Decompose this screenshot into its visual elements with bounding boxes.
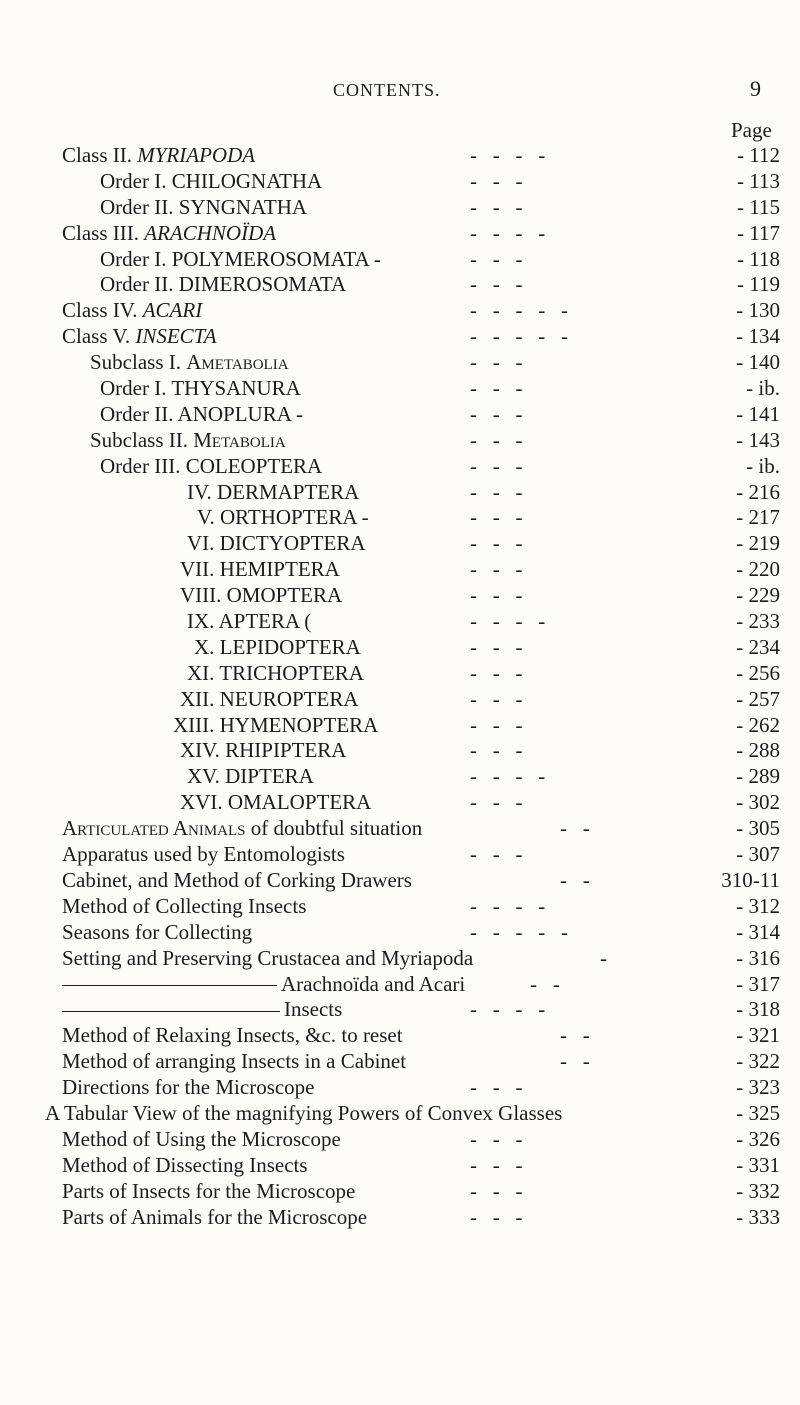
leader-dashes: - - -: [470, 557, 523, 582]
leader-dashes: - - -: [470, 712, 523, 737]
toc-entry-page: - 322: [736, 1049, 780, 1074]
toc-entry-text: IX. APTERA (: [187, 609, 312, 634]
toc-entry-page: - 256: [736, 660, 780, 685]
toc-entry: [0, 868, 800, 894]
toc-entry-title: [180, 738, 346, 764]
toc-entry-page: - 115: [737, 194, 780, 219]
leader-dashes: - - -: [470, 634, 523, 659]
toc-entry-title: [187, 531, 366, 557]
toc-entry-text: XVI. OMALOPTERA: [180, 790, 372, 815]
leader-dashes: - - -: [470, 453, 523, 478]
toc-entry: [0, 350, 800, 376]
leader-dashes: - - -: [470, 350, 523, 375]
leader-dashes: - - -: [470, 401, 523, 426]
toc-entry: [0, 247, 800, 273]
toc-entry-page: - 288: [736, 738, 780, 763]
toc-entry-title: [62, 946, 473, 972]
toc-entry-text: Order II. ANOPLURA -: [100, 401, 303, 426]
toc-entry: [0, 609, 800, 635]
toc-entry-text: Class II.: [62, 143, 138, 167]
toc-entry-title: [62, 894, 306, 920]
toc-entry-page: - 305: [736, 816, 780, 841]
toc-entry-page: - 220: [736, 557, 780, 582]
leader-dashes: - -: [560, 1023, 590, 1048]
toc-entry-title: [90, 428, 286, 454]
toc-entry-text: MYRIAPODA: [137, 143, 256, 167]
toc-entry-title: [100, 454, 322, 480]
toc-entry-page: - 233: [736, 609, 780, 634]
toc-entry: [0, 738, 800, 764]
toc-entry-page: - ib.: [746, 453, 780, 478]
leader-dashes: - - - - -: [470, 919, 568, 944]
toc-entry: [0, 505, 800, 531]
leader-dashes: - -: [530, 971, 560, 996]
toc-entry-text: Order I. THYSANURA: [100, 376, 301, 401]
toc-entry-text: XV. DIPTERA: [187, 764, 314, 789]
toc-entry: [0, 661, 800, 687]
toc-entry: [0, 376, 800, 402]
toc-entry: [0, 635, 800, 661]
toc-entry: [0, 920, 800, 946]
toc-entry-text: XIV. RHIPIPTERA: [180, 738, 347, 763]
toc-entry: [0, 764, 800, 790]
toc-entry-text: Insects: [284, 997, 343, 1022]
toc-entry-title: [62, 920, 252, 946]
leader-dashes: - - -: [470, 1075, 523, 1100]
toc-entry: [0, 946, 800, 972]
toc-entry-title: [187, 609, 311, 635]
toc-entry: [0, 997, 800, 1023]
page-header: [0, 76, 800, 110]
toc-entry-text: Seasons for Collecting: [62, 919, 253, 944]
toc-entry-page: - ib.: [746, 376, 780, 401]
toc-entry-page: - 117: [737, 220, 780, 245]
leader-dashes: - - -: [470, 376, 523, 401]
toc-entry: [0, 169, 800, 195]
toc-entry: [0, 195, 800, 221]
toc-entry: [0, 842, 800, 868]
toc-entry: [0, 324, 800, 350]
toc-entry-page: - 302: [736, 790, 780, 815]
leader-dashes: - - - -: [470, 143, 546, 167]
toc-entry-title: [62, 972, 465, 998]
toc-entry: [0, 454, 800, 480]
leader-dashes: - - - -: [470, 893, 546, 918]
toc-entry: [0, 531, 800, 557]
toc-entry: [0, 1205, 800, 1231]
ditto-rule: [62, 985, 277, 986]
leader-dashes: - - - -: [470, 609, 546, 634]
toc-entry-page: - 216: [736, 479, 780, 504]
toc-entry-title: [100, 247, 381, 273]
leader-dashes: - - -: [470, 686, 523, 711]
toc-entry: [0, 713, 800, 739]
toc-entry-title: [180, 583, 342, 609]
toc-entry-text: Order II. DIMEROSOMATA: [100, 272, 347, 297]
toc-entry: [0, 1153, 800, 1179]
toc-entry-page: - 130: [736, 298, 780, 323]
toc-entry-text: A Tabular View of the magnifying Powers of Convex Glasses: [45, 1100, 563, 1125]
toc-entry-title: [100, 402, 303, 428]
toc-entry-title: [194, 635, 361, 661]
toc-entry-title: [100, 376, 301, 402]
leader-dashes: - - -: [470, 272, 523, 297]
toc-entry: [0, 143, 800, 169]
leader-dashes: - - - -: [470, 997, 546, 1022]
toc-entry-text: X. LEPIDOPTERA: [194, 634, 361, 659]
toc-entry-title: [62, 143, 255, 169]
toc-entry-text: Order I. POLYMEROSOMATA -: [100, 246, 381, 271]
toc-entry-text: Directions for the Microscope: [62, 1075, 315, 1100]
leader-dashes: - - -: [470, 531, 523, 556]
toc-entry-title: [62, 1205, 367, 1231]
toc-entry-page: - 333: [736, 1204, 780, 1229]
leader-dashes: - - -: [470, 505, 523, 530]
toc-entry-text: Order II. SYNGNATHA: [100, 194, 308, 219]
toc-entry-title: [90, 350, 289, 376]
toc-entry-text: VI. DICTYOPTERA: [187, 531, 366, 556]
leader-dashes: - - - - -: [470, 324, 568, 349]
leader-dashes: - - -: [470, 246, 523, 271]
ditto-rule: [62, 1011, 280, 1012]
leader-dashes: - - -: [470, 738, 523, 763]
leader-dashes: - - -: [470, 1178, 523, 1203]
toc-entry-page: - 229: [736, 583, 780, 608]
toc-entry: [0, 1127, 800, 1153]
toc-entry-title: [180, 790, 371, 816]
leader-dashes: -: [600, 945, 607, 970]
toc-entry-page: - 325: [736, 1100, 780, 1125]
toc-entry-page: - 317: [736, 971, 780, 996]
toc-entry-text: Parts of Animals for the Microscope: [62, 1204, 368, 1229]
toc-entry: [0, 687, 800, 713]
leader-dashes: - - -: [470, 194, 523, 219]
toc-entry: [0, 1023, 800, 1049]
page-column-label: Page: [731, 118, 772, 142]
toc-entry-title: [100, 272, 346, 298]
toc-entry: [0, 816, 800, 842]
leader-dashes: - - -: [470, 790, 523, 815]
toc-entry-page: - 112: [737, 143, 780, 167]
toc-entry-page: - 134: [736, 324, 780, 349]
toc-entry-text: Setting and Preserving Crustacea and Myriapoda: [62, 945, 474, 970]
toc-entry-page: - 323: [736, 1075, 780, 1100]
toc-entry-page: - 143: [736, 427, 780, 452]
leader-dashes: - -: [560, 1049, 590, 1074]
toc-entry-text: Metabolia: [193, 427, 286, 452]
toc-entry-text: XIII. HYMENOPTERA: [173, 712, 379, 737]
toc-entry-title: [62, 1153, 308, 1179]
toc-entry: [0, 402, 800, 428]
toc-entry: [0, 1049, 800, 1075]
toc-entry-text: Arachnoïda and Acari: [281, 971, 466, 996]
toc-entry-title: [62, 221, 276, 247]
toc-entry-text: Parts of Insects for the Microscope: [62, 1178, 356, 1203]
toc-entry-page: - 257: [736, 686, 780, 711]
toc-entry-page: - 217: [736, 505, 780, 530]
toc-entry: [0, 1101, 800, 1127]
leader-dashes: - - -: [470, 1204, 523, 1229]
toc-entry-title: [197, 505, 369, 531]
toc-entry: [0, 221, 800, 247]
table-of-contents: [0, 143, 800, 1230]
toc-entry: [0, 1075, 800, 1101]
toc-entry-page: - 113: [737, 168, 780, 193]
toc-entry: [0, 428, 800, 454]
toc-entry-page: - 314: [736, 919, 780, 944]
toc-entry-text: Method of Using the Microscope: [62, 1126, 341, 1151]
toc-entry-text: Order III. COLEOPTERA: [100, 453, 323, 478]
toc-entry-title: [62, 1127, 341, 1153]
toc-entry-title: [187, 661, 364, 687]
toc-entry-text: Cabinet, and Method of Corking Drawers: [62, 867, 412, 892]
leader-dashes: - - -: [470, 583, 523, 608]
toc-entry-page: - 326: [736, 1126, 780, 1151]
toc-entry-text: XI. TRICHOPTERA: [187, 660, 364, 685]
running-head: CONTENTS.: [333, 80, 441, 100]
toc-entry-page: - 307: [736, 842, 780, 867]
toc-entry-text: VIII. OMOPTERA: [180, 583, 343, 608]
toc-entry-text: Ametabolia: [186, 350, 289, 375]
toc-entry-page: - 262: [736, 712, 780, 737]
page-number: 9: [750, 76, 761, 101]
toc-entry-text: Class III.: [62, 220, 145, 245]
toc-entry-page: - 219: [736, 531, 780, 556]
toc-entry-page: - 119: [737, 272, 780, 297]
leader-dashes: - - - - -: [470, 298, 568, 323]
toc-entry-title: [62, 868, 412, 894]
toc-entry-text: ARACHNOÏDA: [144, 220, 277, 245]
toc-entry-text: of doubtful situation: [245, 816, 423, 841]
toc-entry-title: [62, 997, 342, 1023]
toc-entry-text: Method of Dissecting Insects: [62, 1152, 308, 1177]
leader-dashes: - - -: [470, 479, 523, 504]
toc-entry-title: [62, 1179, 355, 1205]
toc-entry-page: 310-11: [721, 867, 780, 892]
toc-entry: [0, 480, 800, 506]
leader-dashes: - - -: [470, 427, 523, 452]
toc-entry-title: [173, 713, 378, 739]
toc-entry-text: Articulated Animals: [62, 816, 246, 841]
toc-entry-title: [62, 1023, 403, 1049]
toc-entry-text: Class V.: [62, 324, 136, 349]
leader-dashes: - - -: [470, 168, 523, 193]
toc-entry-title: [62, 816, 422, 842]
leader-dashes: - - -: [470, 1126, 523, 1151]
toc-entry: [0, 298, 800, 324]
toc-entry-page: - 321: [736, 1023, 780, 1048]
leader-dashes: - - -: [470, 1152, 523, 1177]
toc-entry-title: [180, 687, 359, 713]
toc-entry-page: - 141: [736, 401, 780, 426]
toc-entry-title: [62, 324, 217, 350]
toc-entry-page: - 118: [737, 246, 780, 271]
leader-dashes: - - - -: [470, 220, 546, 245]
toc-entry-text: Apparatus used by Entomologists: [62, 842, 345, 867]
toc-entry-text: IV. DERMAPTERA: [187, 479, 360, 504]
leader-dashes: - -: [560, 816, 590, 841]
toc-entry-page: - 318: [736, 997, 780, 1022]
toc-entry-text: V. ORTHOPTERA -: [197, 505, 369, 530]
leader-dashes: - - -: [470, 660, 523, 685]
toc-entry-title: [62, 842, 345, 868]
toc-entry: [0, 790, 800, 816]
toc-entry-page: - 332: [736, 1178, 780, 1203]
toc-entry-text: XII. NEUROPTERA: [180, 686, 359, 711]
toc-entry-title: [187, 764, 314, 790]
toc-entry-page: - 289: [736, 764, 780, 789]
toc-entry: [0, 894, 800, 920]
toc-entry-title: [45, 1101, 562, 1127]
toc-entry: [0, 557, 800, 583]
toc-entry-text: VII. HEMIPTERA: [180, 557, 340, 582]
toc-entry-text: Method of Relaxing Insects, &c. to reset: [62, 1023, 403, 1048]
toc-entry: [0, 583, 800, 609]
toc-entry-title: [100, 195, 307, 221]
toc-entry-text: Class IV.: [62, 298, 143, 323]
toc-entry-title: [62, 1075, 315, 1101]
toc-entry-text: ACARI: [142, 298, 203, 323]
toc-entry-text: Method of arranging Insects in a Cabinet: [62, 1049, 407, 1074]
toc-entry-page: - 140: [736, 350, 780, 375]
leader-dashes: - -: [560, 867, 590, 892]
toc-entry-page: - 331: [736, 1152, 780, 1177]
toc-entry-title: [187, 480, 359, 506]
toc-entry-text: Subclass II.: [90, 427, 194, 452]
toc-entry-page: - 312: [736, 893, 780, 918]
toc-entry: [0, 272, 800, 298]
toc-entry-text: Subclass I.: [90, 350, 187, 375]
toc-entry-text: Order I. CHILOGNATHA: [100, 168, 323, 193]
toc-entry-title: [62, 298, 202, 324]
toc-entry-page: - 234: [736, 634, 780, 659]
toc-entry-page: - 316: [736, 945, 780, 970]
toc-entry-text: Method of Collecting Insects: [62, 893, 307, 918]
toc-entry-title: [180, 557, 340, 583]
toc-entry-text: INSECTA: [135, 324, 217, 349]
leader-dashes: - - - -: [470, 764, 546, 789]
toc-entry: [0, 972, 800, 998]
toc-entry: [0, 1179, 800, 1205]
leader-dashes: - - -: [470, 842, 523, 867]
toc-entry-title: [62, 1049, 406, 1075]
toc-entry-title: [100, 169, 322, 195]
